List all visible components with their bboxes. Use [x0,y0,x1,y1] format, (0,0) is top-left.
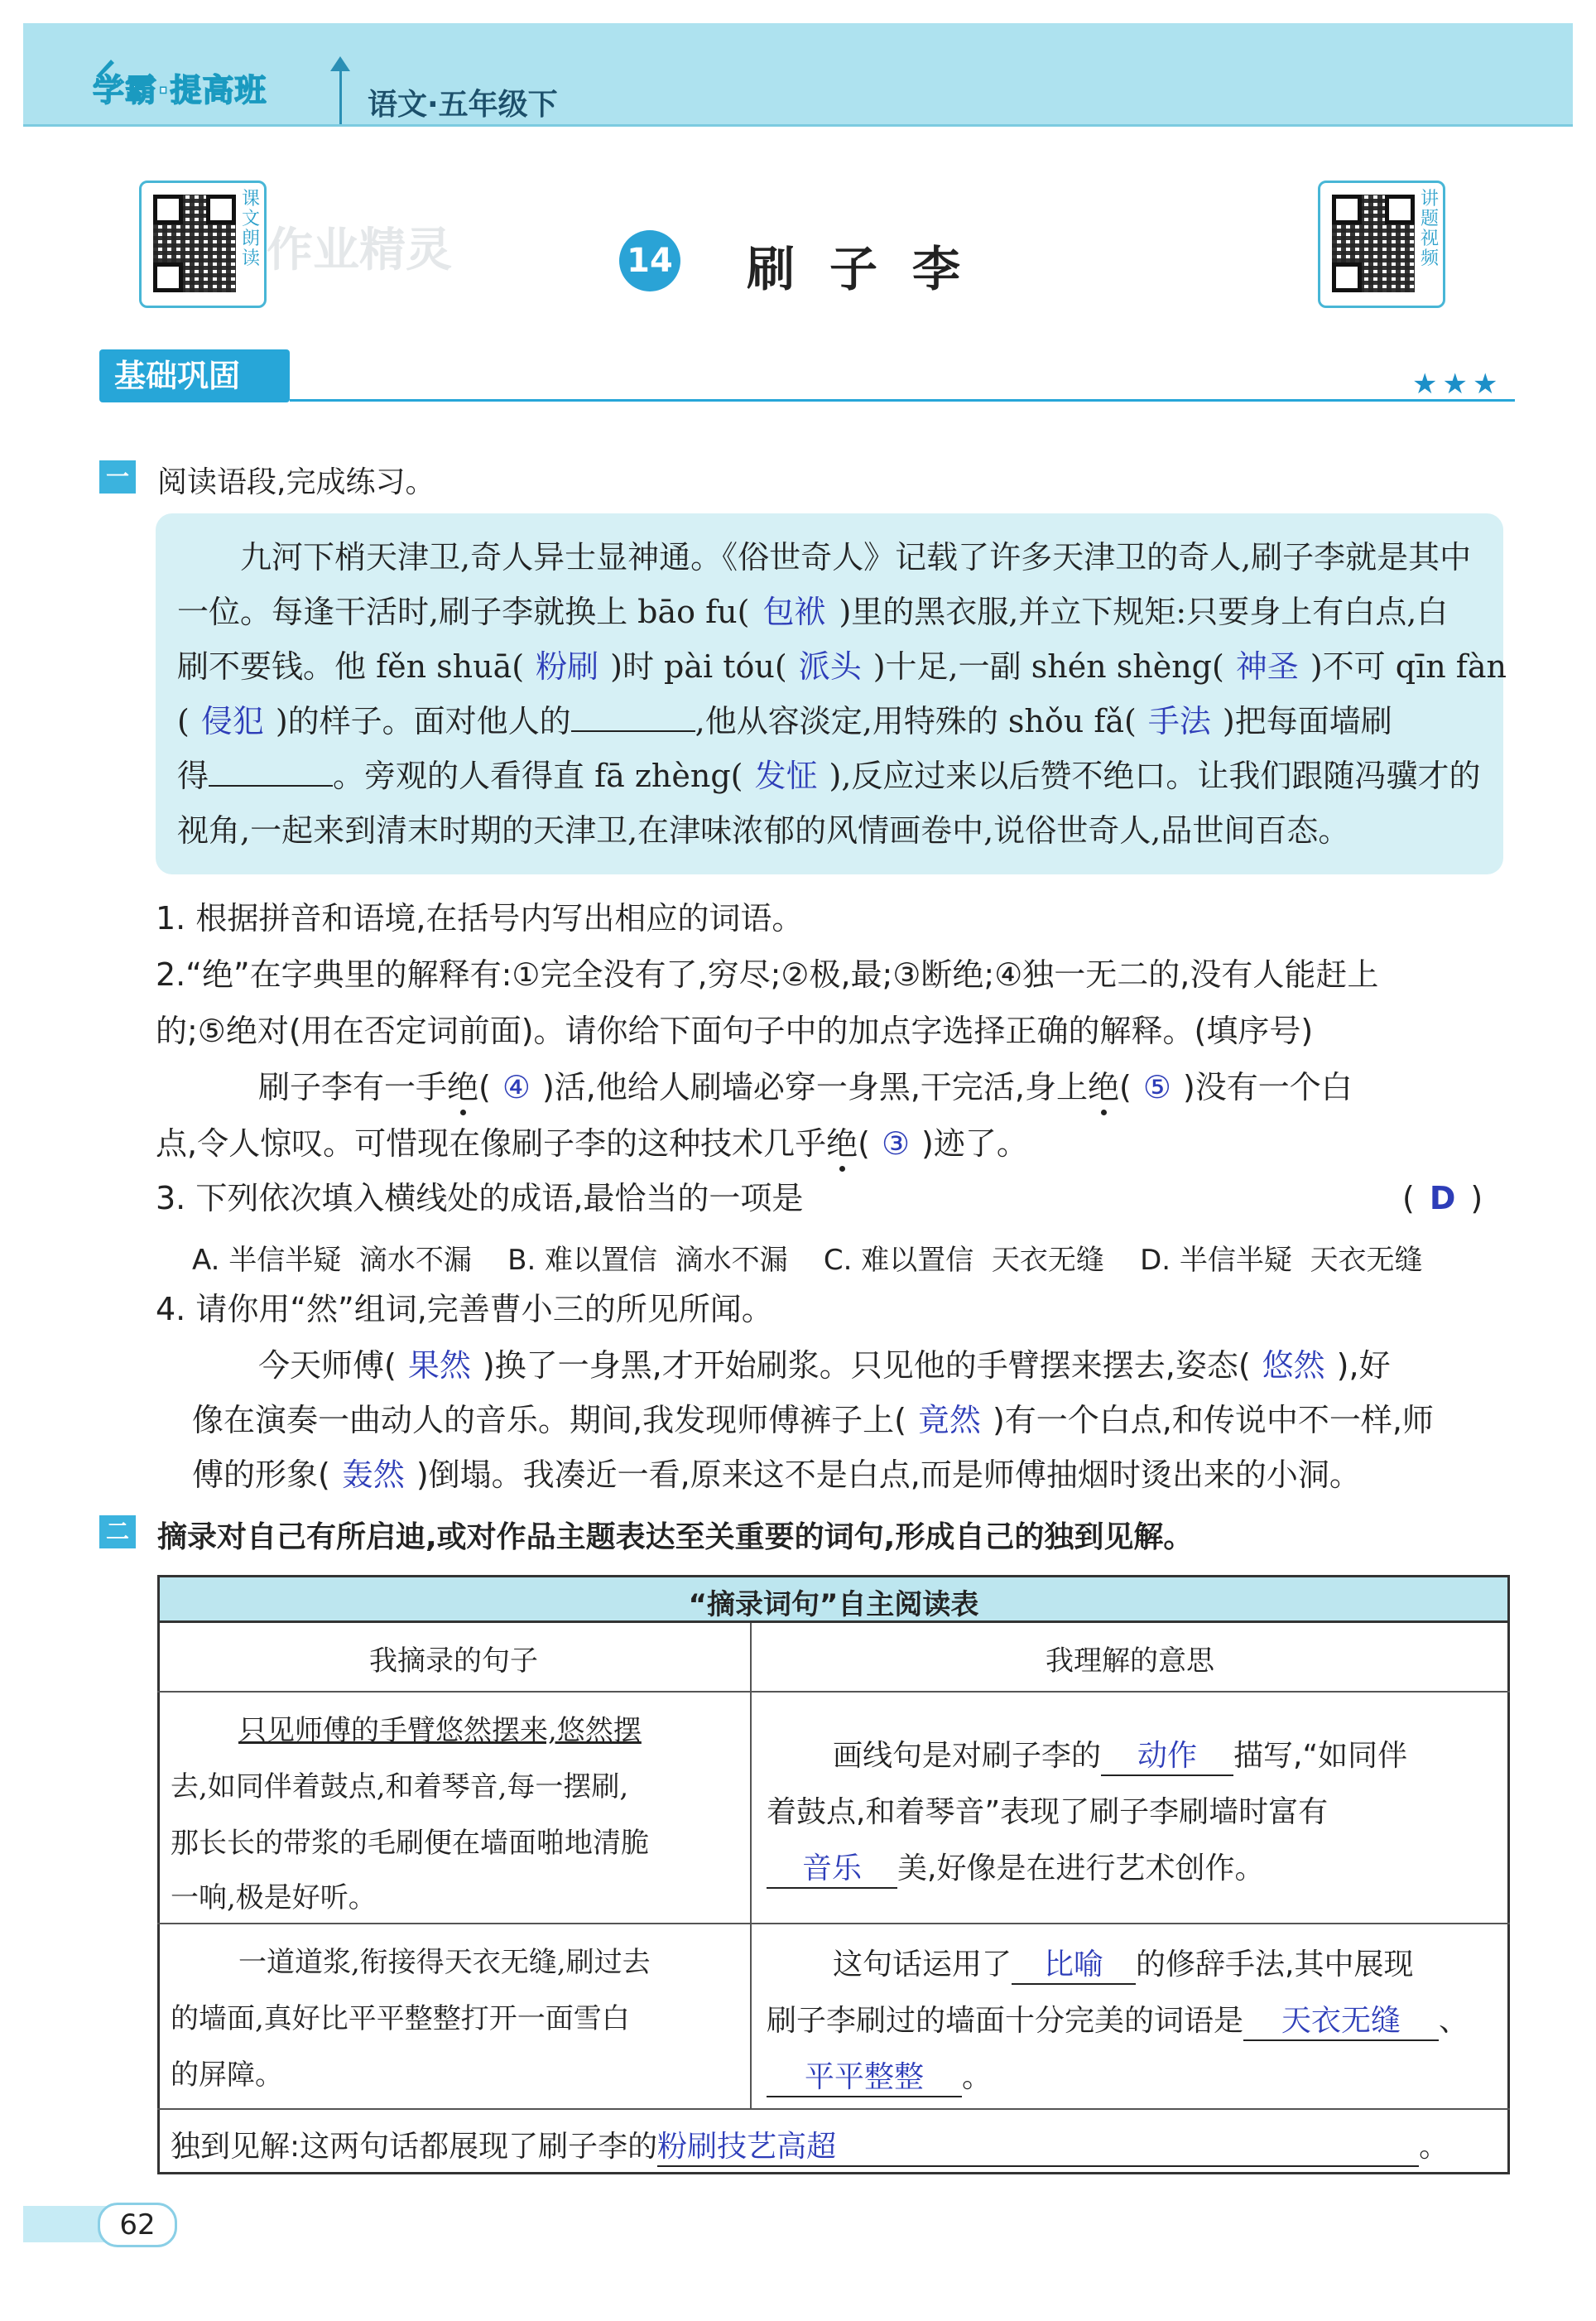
qr-corner [153,195,183,224]
table-divider [750,1623,752,2108]
answer-text: 侵犯 [200,703,264,739]
qr-code-video[interactable] [1318,181,1445,308]
qr-corner [1332,195,1362,224]
question-2-cont: 的;⑤绝对(用在否定词前面)。请你给下面句子中的加点字选择正确的解释。(填序号) [156,1013,1314,1049]
answer-text: 轰然 [341,1457,405,1493]
question-2-sentence: 刷子李有一手绝( ④ )活,他给人刷墙必穿一身黑,干完活,身上绝( ⑤ )没有一个白 [258,1069,1353,1105]
answer-text: 悠然 [1262,1347,1325,1384]
subject-label: 语文·五年级下 [368,88,558,122]
table-divider [157,2108,1510,2110]
passage-line: 刷不要钱。他 fěn shuā( 粉刷 )时 pài tóu( 派头 )十足,一副 shén shèng( 神圣 )不可 qīn fàn [177,648,1507,685]
qr-corner [206,195,236,224]
question-4-line: 像在演奏一曲动人的音乐。期间,我发现师傅裤子上( 竟然 )有一个白点,和传说中不一样,师 [192,1402,1434,1438]
question-2-sentence: 点,令人惊叹。可惜现在像刷子李的这种技术几乎绝( ③ )迹了。 [156,1125,1028,1162]
answer-text: 粉刷技艺高超 [657,2123,1419,2167]
answer-text: 派头 [798,648,862,685]
question-2: 2.“绝”在字典里的解释有:①完全没有了,穷尽;②极,最;③断绝;④独一无二的,没有人能赶上 [156,956,1379,993]
part-heading: 摘录对自己有所启迪,或对作品主题表达至关重要的词句,形成自己的独到见解。 [157,1520,1194,1554]
answer-text: 动作 [1101,1732,1233,1776]
answer-text: ⑤ [1142,1069,1171,1105]
difficulty-stars: ★★★ [1412,368,1503,401]
answer-text: 天衣无缝 [1243,1997,1439,2041]
answer-text: D [1429,1180,1456,1216]
answer-text: 神圣 [1235,648,1299,685]
blank-line[interactable] [209,785,333,787]
excerpt-line: 只见师傅的手臂悠然摆来,悠然摆 [238,1714,642,1747]
answer-text: 包袱 [762,594,826,630]
question-3-options: A. 半信半疑 滴水不漏 B. 难以置信 滴水不漏 C. 难以置信 天衣无缝 D. 半信半疑 天衣无缝 [192,1244,1423,1277]
excerpt-line: 的墙面,真好比平平整整打开一面雪白 [171,2002,630,2035]
excerpt-line: 那长长的带浆的毛刷便在墙面啪地清脆 [171,1827,649,1860]
qr-corner [1385,195,1415,224]
excerpt-line: 一响,极是好听。 [171,1881,377,1914]
question-1: 1. 根据拼音和语境,在括号内写出相应的词语。 [156,900,804,937]
insight-line: 独到见解:这两句话都展现了刷子李的粉刷技艺高超 。 [171,2123,1449,2167]
section-line [290,399,1515,402]
meaning-line: 平平整整 。 [767,2054,992,2097]
answer-text: ④ [502,1069,531,1105]
lesson-number: 14 [619,230,680,291]
meaning-line: 着鼓点,和着琴音”表现了刷子李刷墙时富有 [767,1795,1329,1829]
watermark: 作业精灵 [267,224,452,277]
question-4-line: 今天师傅( 果然 )换了一身黑,才开始刷浆。只见他的手臂摆来摆去,姿态( 悠然 ),好 [258,1347,1391,1384]
question-3-answer: ( D ) [1402,1180,1483,1216]
page-number: 62 [98,2203,177,2247]
column-header: 我理解的意思 [1046,1644,1214,1678]
section-title: 基础巩固 [99,349,290,402]
answer-text: 果然 [407,1347,471,1384]
table-divider [157,1691,1510,1693]
meaning-line: 刷子李刷过的墙面十分完美的词语是 天衣无缝 、 [767,1997,1469,2041]
passage-line: 视角,一起来到清末时期的天津卫,在津味浓郁的风情画卷中,说俗世奇人,品世间百态。 [177,812,1350,849]
column-header: 我摘录的句子 [369,1644,538,1678]
arrow-up-icon [328,55,353,78]
qr-code-reading[interactable] [139,181,267,308]
passage-line: 一位。每逢干活时,刷子李就换上 bāo fu( 包袱 )里的黑衣服,并立下规矩:只要身上有白点,白 [177,594,1449,630]
part-number: 一 [99,460,136,494]
answer-text: ③ [881,1125,911,1162]
blank-line[interactable] [571,730,695,732]
table-divider [157,1923,1510,1924]
meaning-line: 画线句是对刷子李的 动作 描写,“如同伴 [833,1732,1407,1776]
answer-text: 音乐 [767,1845,897,1889]
qr-label: 讲题视频 [1420,189,1439,269]
passage-line: ( 侵犯 )的样子。面对他人的 ,他从容淡定,用特殊的 shǒu fǎ( 手法 )把每面墙刷 [177,703,1392,739]
answer-text: 平平整整 [767,2054,962,2097]
excerpt-line: 去,如同伴着鼓点,和着琴音,每一摆刷, [171,1770,629,1803]
answer-text: 比喻 [1012,1941,1136,1985]
meaning-line: 音乐 美,好像是在进行艺术创作。 [767,1845,1264,1889]
table-title: “摘录词句”自主阅读表 [688,1588,979,1621]
part-number: 二 [99,1515,136,1548]
question-3: 3. 下列依次填入横线处的成语,最恰当的一项是 [156,1180,804,1216]
answer-text: 发怔 [754,758,818,794]
question-4-line: 傅的形象( 轰然 )倒塌。我凑近一看,原来这不是白点,而是师傅抽烟时烫出来的小洞。 [192,1457,1361,1493]
qr-corner [153,262,183,292]
excerpt-line: 一道道浆,衔接得天衣无缝,刷过去 [238,1946,651,1979]
passage-line: 得 。旁观的人看得直 fā zhèng( 发怔 ),反应过来以后赞不绝口。让我们跟随冯骥才的 [177,758,1481,794]
answer-text: 手法 [1147,703,1211,739]
question-4: 4. 请你用“然”组词,完善曹小三的所见所闻。 [156,1291,773,1327]
qr-corner [1332,262,1362,292]
meaning-line: 这句话运用了 比喻 的修辞手法,其中展现 [833,1941,1413,1985]
lesson-title: 刷子李 [747,241,996,297]
brand-title: 学霸·提高班 [93,72,267,108]
answer-text: 粉刷 [536,648,599,685]
answer-text: 竟然 [917,1402,981,1438]
passage-line: 九河下梢天津卫,奇人异士显神通。《俗世奇人》记载了许多天津卫的奇人,刷子李就是其中 [240,539,1472,575]
qr-label: 课文朗读 [241,189,260,269]
excerpt-line: 的屏障。 [171,2059,283,2092]
part-heading: 阅读语段,完成练习。 [157,465,435,499]
